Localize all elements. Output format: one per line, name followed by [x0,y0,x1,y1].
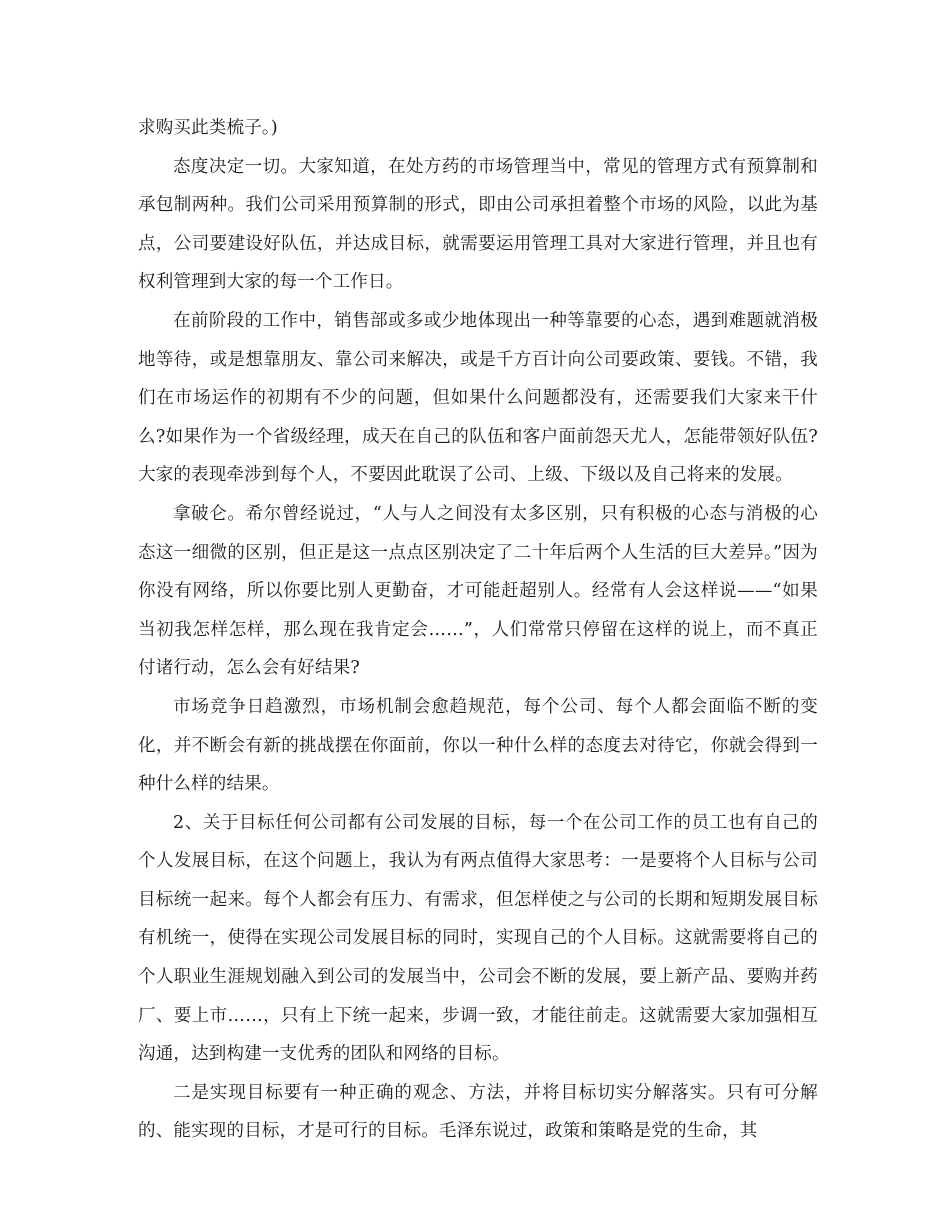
paragraph-attitude: 态度决定一切。大家知道，在处方药的市场管理当中，常见的管理方式有预算制和承包制两种。我们公司采用预算制的形式，即由公司承担着整个市场的风险，以此为基点，公司要建设好队伍，并达成目标，就需要运用管理工具对大家进行管理，并且也有权利管理到大家的每一个工作日。 [138,156,818,293]
paragraph-market-competition: 市场竞争日趋激烈，市场机制会愈趋规范，每个公司、每个人都会面临不断的变化，并不断会有新的挑战摆在你面前，你以一种什么样的态度去对待它，你就会得到一种什么样的结果。 [138,696,818,795]
paragraph-achieve-goals: 二是实现目标要有一种正确的观念、方法，并将目标切实分解落实。只有可分解的、能实现的目标，才是可行的目标。毛泽东说过，政策和策略是党的生命，其 [138,1082,818,1142]
document-body [138,109,818,1151]
paragraph-previous-stage: 在前阶段的工作中，销售部或多或少地体现出一种等靠要的心态，遇到难题就消极地等待，或是想靠朋友、靠公司来解决，或是千方百计向公司要政策、要钱。不错，我们在市场运作的初期有不少的问题，但如果什么问题都没有，还需要我们大家来干什么?如果作为一个省级经理，成天在自己的队伍和客户面前怨天尤人，怎能带领好队伍?大家的表现牵涉到每个人，不要因此耽误了公司、上级、下级以及自己将来的发展。 [138,310,818,486]
paragraph-continuation: 求购买此类梳子。) [138,118,278,138]
paragraph-about-goals: 2、关于目标任何公司都有公司发展的目标，每一个在公司工作的员工也有自己的个人发展目标，在这个问题上，我认为有两点值得大家思考：一是要将个人目标与公司目标统一起来。每个人都会有压力、有需求，但怎样使之与公司的长期和短期发展目标有机统一，使得在实现公司发展目标的同时，实现自己的个人目标。这就需要将自己的个人职业生涯规划融入到公司的发展当中，公司会不断的发展，要上新产品、要购并药厂、要上市……，只有上下统一起来，步调一致，才能往前走。这就需要大家加强相互沟通，达到构建一支优秀的团队和网络的目标。 [138,812,818,1065]
paragraph-napoleon-hill: 拿破仑。希尔曾经说过，“人与人之间没有太多区别，只有积极的心态与消极的心态这一细微的区别，但正是这一点点区别决定了二十年后两个人生活的巨大差异。”因为你没有网络，所以你要比别人更勤奋，才可能赶超别人。经常有人会这样说——“如果当初我怎样怎样，那么现在我肯定会……”，人们常常只停留在这样的说上，而不真正付诸行动，怎么会有好结果? [138,503,818,679]
